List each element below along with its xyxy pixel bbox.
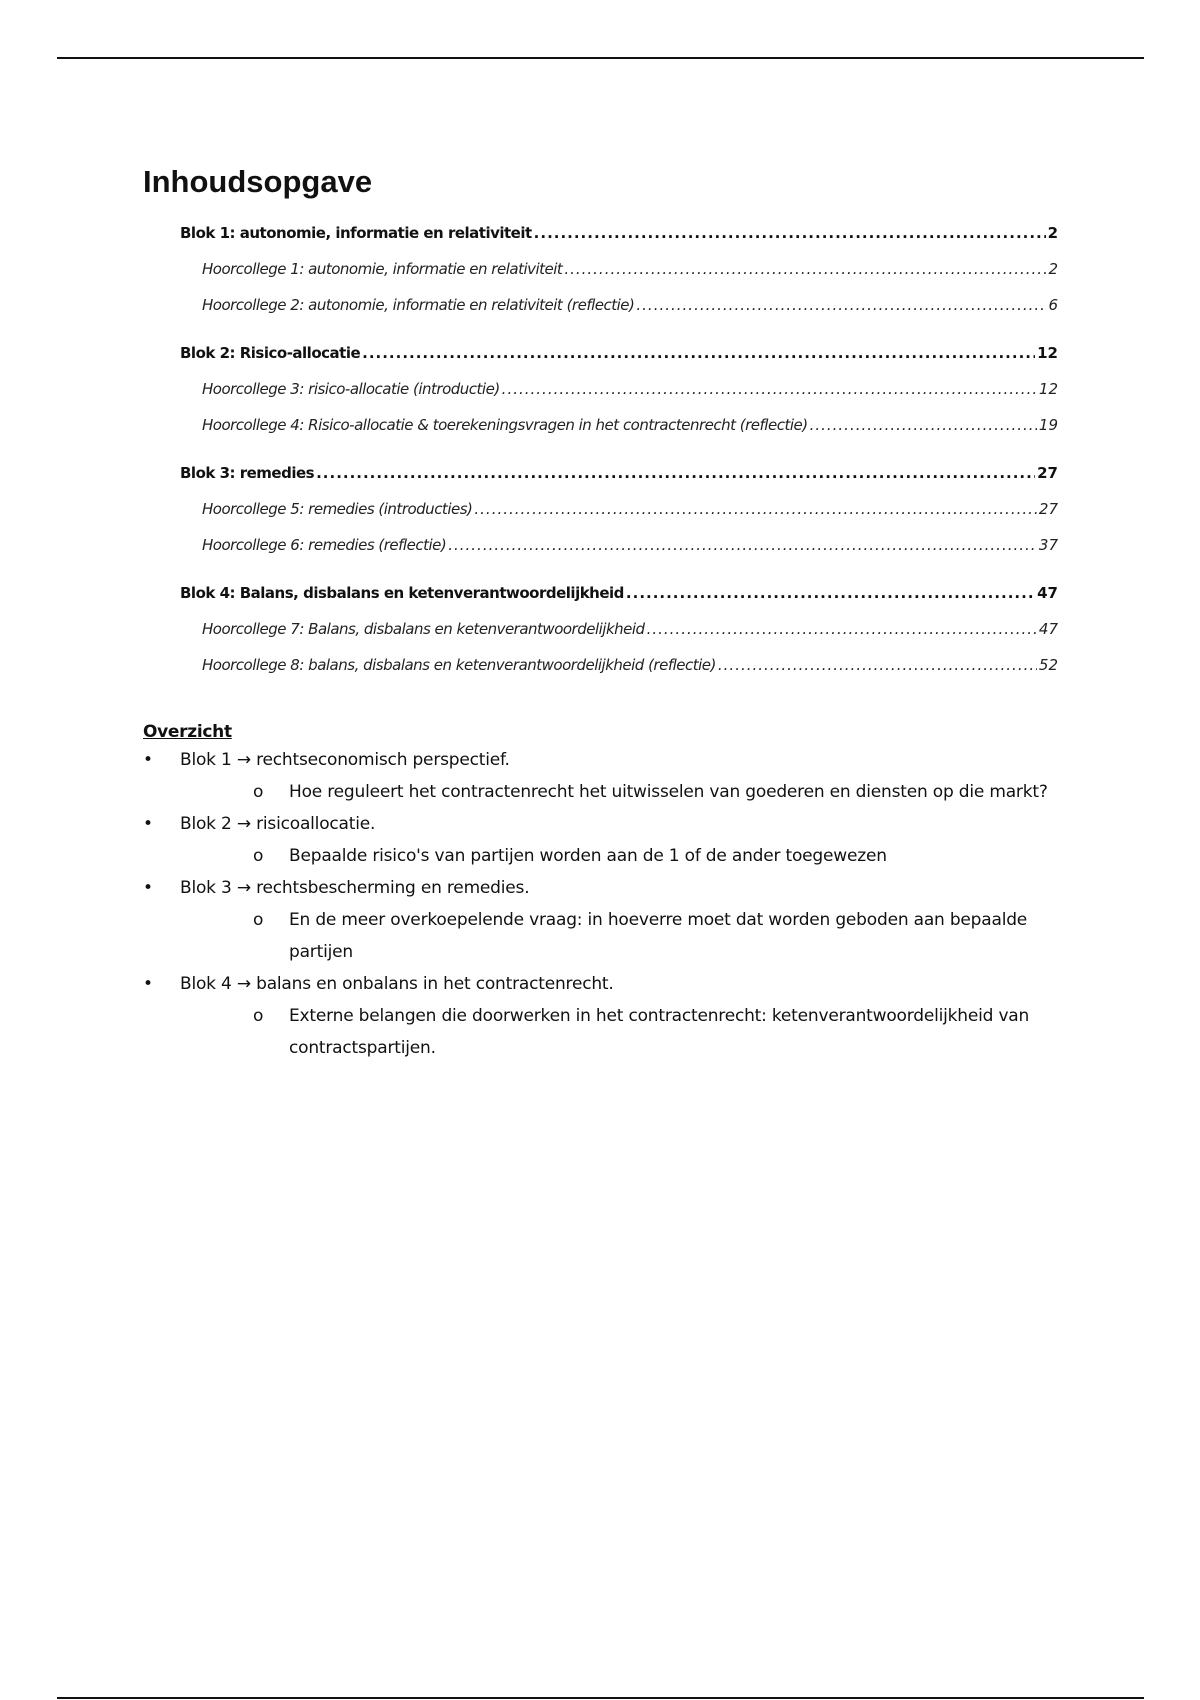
toc-entry-page: 19 [1038,416,1058,434]
toc-entry-title: Hoorcollege 2: autonomie, informatie en relativiteit (reflectie) [202,296,635,314]
dot-leader [626,584,1035,602]
toc-entry-title: Hoorcollege 1: autonomie, informatie en relativiteit [202,260,563,278]
toc-entry-hoorcollege-7[interactable] [180,620,1058,656]
toc-entry-title: Blok 2: Risico-allocatie [180,344,361,362]
dot-leader [718,656,1037,674]
toc-entry-page: 12 [1037,344,1058,362]
sub-list-item [143,840,1063,872]
list-item [143,968,1063,1000]
dot-leader [474,500,1037,518]
circle-bullet-icon: o [253,910,264,930]
sub-list-item [143,904,1063,968]
toc-entry-title: Blok 1: autonomie, informatie en relativiteit [180,224,532,242]
sub-list-item-text: Bepaalde risico's van partijen worden aan de 1 of de ander toegewezen [289,846,887,866]
toc-entry-page: 27 [1037,464,1058,482]
bullet-icon: • [143,878,154,898]
toc-entry-title: Hoorcollege 3: risico-allocatie (introductie) [202,380,500,398]
toc-entry-page: 27 [1038,500,1058,518]
sub-list-item-text: Hoe reguleert het contractenrecht het uitwisselen van goederen en diensten op die markt? [289,782,1048,802]
list-item [143,808,1063,840]
sub-list-item-text: En de meer overkoepelende vraag: in hoeverre moet dat worden geboden aan bepaalde partijen [289,910,1028,962]
list-item [143,744,1063,776]
list-item-text: Blok 1 → rechtseconomisch perspectief. [180,750,510,770]
toc-entry-blok-3[interactable] [180,464,1058,500]
list-item-text: Blok 2 → risicoallocatie. [180,814,376,834]
toc-entry-blok-4[interactable] [180,584,1058,620]
dot-leader [647,620,1037,638]
toc-entry-hoorcollege-8[interactable] [180,656,1058,692]
toc-entry-page: 37 [1038,536,1058,554]
toc-heading: Inhoudsopgave [143,164,373,199]
dot-leader [316,464,1035,482]
toc-entry-hoorcollege-4[interactable] [180,416,1058,452]
sub-list-item [143,1000,1063,1064]
circle-bullet-icon: o [253,782,264,802]
dot-leader [810,416,1037,434]
toc-entry-title: Hoorcollege 8: balans, disbalans en ketenverantwoordelijkheid (reflectie) [202,656,716,674]
toc-entry-hoorcollege-3[interactable] [180,380,1058,416]
sub-list-item-text: Externe belangen die doorwerken in het contractenrecht: ketenverantwoordelijkheid van contractspartijen. [289,1006,1030,1058]
dot-leader [362,344,1035,362]
dot-leader [534,224,1046,242]
sub-list-item [143,776,1063,808]
list-item-text: Blok 4 → balans en onbalans in het contractenrecht. [180,974,614,994]
table-of-contents [180,224,1058,692]
overzicht-title: Overzicht [143,722,232,742]
toc-entry-blok-1[interactable] [180,224,1058,260]
toc-entry-page: 2 [1047,224,1058,242]
toc-entry-page: 47 [1037,584,1058,602]
bullet-icon: • [143,750,154,770]
bullet-icon: • [143,814,154,834]
toc-entry-page: 52 [1038,656,1058,674]
toc-entry-hoorcollege-2[interactable] [180,296,1058,332]
toc-entry-page: 12 [1038,380,1058,398]
toc-entry-page: 2 [1048,260,1058,278]
dot-leader [502,380,1037,398]
list-item-text: Blok 3 → rechtsbescherming en remedies. [180,878,530,898]
circle-bullet-icon: o [253,1006,264,1026]
header-rule [57,57,1144,59]
toc-entry-title: Blok 3: remedies [180,464,315,482]
dot-leader [564,260,1046,278]
toc-entry-title: Hoorcollege 4: Risico-allocatie & toerekeningsvragen in het contractenrecht (reflectie) [202,416,808,434]
circle-bullet-icon: o [253,846,264,866]
toc-entry-title: Hoorcollege 7: Balans, disbalans en ketenverantwoordelijkheid [202,620,645,638]
dot-leader [448,536,1037,554]
dot-leader [636,296,1046,314]
toc-entry-title: Hoorcollege 6: remedies (reflectie) [202,536,447,554]
toc-entry-title: Hoorcollege 5: remedies (introducties) [202,500,473,518]
footer-rule [57,1697,1144,1699]
toc-entry-page: 6 [1048,296,1058,314]
toc-entry-hoorcollege-6[interactable] [180,536,1058,572]
toc-entry-page: 47 [1038,620,1058,638]
toc-entry-blok-2[interactable] [180,344,1058,380]
toc-entry-hoorcollege-5[interactable] [180,500,1058,536]
overzicht-section [143,722,1063,1064]
toc-entry-hoorcollege-1[interactable] [180,260,1058,296]
list-item [143,872,1063,904]
bullet-icon: • [143,974,154,994]
toc-entry-title: Blok 4: Balans, disbalans en ketenverantwoordelijkheid [180,584,624,602]
